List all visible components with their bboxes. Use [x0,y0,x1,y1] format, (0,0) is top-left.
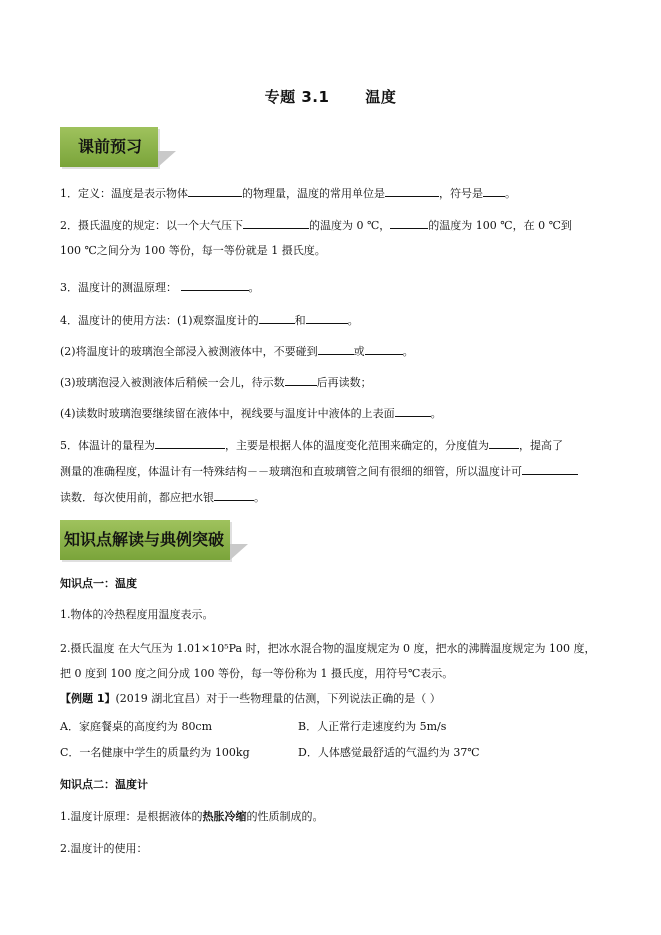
option-a: A．家庭餐桌的高度约为 80cm [60,720,213,733]
answer-blank [522,463,578,475]
section-banner-preview [60,127,180,167]
preview-q1: 1．定义：温度是表示物体 的物理量，温度的常用单位是 ，符号是 。 [60,187,516,200]
answer-blank [243,217,309,229]
banner-label: 知识点解读与典例突破 [64,530,225,549]
knowledge-heading-2: 知识点二：温度计 [60,778,148,791]
answer-blank [285,374,317,386]
section-banner-knowledge [60,520,250,560]
answer-blank [483,185,505,197]
preview-q3: 3．温度计的测温原理： 。 [60,281,260,294]
option-c: C．一名健康中学生的质量约为 100kg [60,746,250,759]
knowledge-1-para-2-line2: 把 0 度到 100 度之间分成 100 等份，每一等份称为 1 摄氏度，用符号℃表示。 [60,667,454,680]
preview-q5-line1: 5．体温计的量程为 ，主要是根据人体的温度变化范围来确定的，分度值为 ，提高了 [60,439,563,452]
answer-blank [489,437,519,449]
answer-blank [214,489,254,501]
preview-q4: 4．温度计的使用方法：(1)观察温度计的 和 。 [60,314,359,327]
page-title [0,86,661,107]
knowledge-2-para-2: 2.温度计的使用： [60,842,148,855]
answer-blank [259,312,295,324]
option-row-2 [60,746,250,760]
option-d: D．人体感觉最舒适的气温约为 37℃ [298,746,480,759]
option-row-1 [60,720,212,734]
preview-q5-line2: 测量的准确程度，体温计有一特殊结构－－玻璃泡和直玻璃管之间有很细的细管，所以温度计可 [60,463,578,479]
answer-blank [318,343,354,355]
knowledge-heading-1: 知识点一：温度 [60,577,137,590]
knowledge-1-para-1: 1.物体的冷热程度用温度表示。 [60,608,214,621]
answer-blank [395,405,431,417]
preview-q4-3: (3)玻璃泡浸入被测液体后稍候一会儿，待示数 后再读数； [60,376,372,389]
example-tag: 【例题 1】 [60,692,116,705]
answer-blank [155,437,225,449]
answer-blank [306,312,348,324]
title-number: 专题 3.1 [264,88,330,106]
preview-q5-line3: 读数．每次使用前，都应把水银 。 [60,491,265,504]
answer-blank [365,343,403,355]
knowledge-2-para-1: 1.温度计原理：是根据液体的热胀冷缩的性质制成的。 [60,810,324,823]
answer-blank [188,185,242,197]
title-topic: 温度 [365,88,397,106]
answer-blank [390,217,428,229]
answer-blank [385,185,439,197]
preview-q2-line1: 2．摄氏温度的规定：以一个大气压下 的温度为 0 ℃， 的温度为 100 ℃，在 0 ℃到 [60,219,572,232]
preview-q4-2: (2)将温度计的玻璃泡全部浸入被测液体中，不要碰到 或 。 [60,345,414,358]
answer-blank [181,279,249,291]
banner-label: 课前预习 [78,137,143,156]
knowledge-1-para-2-line1: 2.摄氏温度 在大气压为 1.01×10⁵Pa 时，把冰水混合物的温度规定为 0 度，把水的沸腾温度规定为 100 度， [60,642,596,655]
option-b: B．人正常行走速度约为 5m/s [298,720,447,733]
key-term: 热胀冷缩 [202,810,247,823]
preview-q4-4: (4)读数时玻璃泡要继续留在液体中，视线要与温度计中液体的上表面 。 [60,407,442,420]
preview-q2-line2: 100 ℃之间分为 100 等份，每一等份就是 1 摄氏度。 [60,244,326,257]
example-1: 【例题 1】(2019 湖北宜昌）对于一些物理量的估测，下列说法正确的是（ ） [60,692,441,705]
